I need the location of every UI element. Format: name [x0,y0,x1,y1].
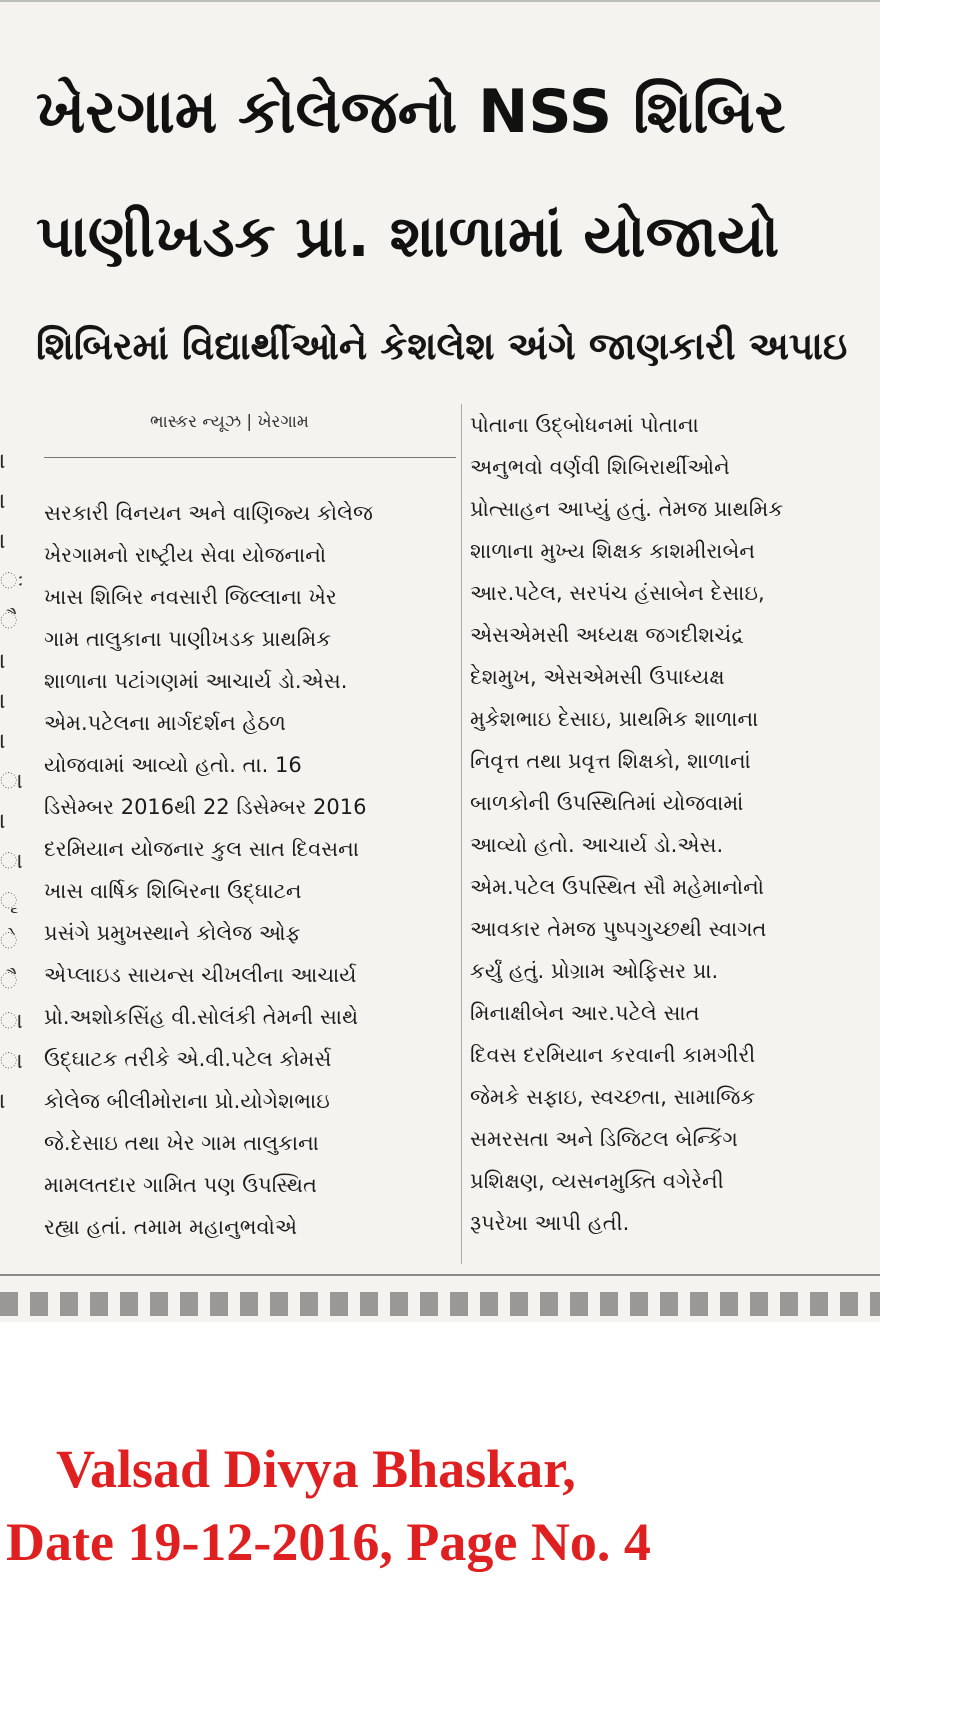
article-line: યોજવામાં આવ્યો હતો. તા. 16 [44,753,302,777]
article-line: બાળકોની ઉપસ્થિતિમાં યોજવામાં [470,791,744,815]
article-line: શાળાના મુખ્ય શિક્ષક કાશમીરાબેન [470,539,755,563]
article-line: પ્રો.અશોકસિંહ વી.સોલંકી તેમની સાથે [44,1005,359,1029]
article-line: અનુભવો વર્ણવી શિબિરાર્થીઓને [470,455,730,479]
source-publication: Valsad Divya Bhaskar, [56,1439,576,1499]
headline-line-1: ખેરગામ કોલેજનો NSS શિબિર [36,77,786,147]
article-line: પ્રોત્સાહન આપ્યું હતું. તેમજ પ્રાથમિક [470,497,784,521]
article-line: એમ.પટેલના માર્ગદર્શન હેઠળ [44,711,286,735]
article-line: ગામ તાલુકાના પાણીખડક પ્રાથમિક [44,627,332,651]
article-line: દેશમુખ, એસએમસી ઉપાધ્યક્ષ [470,665,725,689]
article-line: આર.પટેલ, સરપંચ હંસાબેન દેસાઇ, [470,581,765,605]
article-line: નિવૃત્ત તથા પ્રવૃત્ત શિક્ષકો, શાળાનાં [470,749,751,773]
article-line: એસએમસી અધ્યક્ષ જગદીશચંદ્ર [470,623,744,647]
article-line: જે.દેસાઇ તથા ખેર ગામ તાલુકાના [44,1131,319,1155]
article-line: સમરસતા અને ડિજિટલ બેન્કિંગ [470,1127,738,1151]
next-article-fragment [0,1292,880,1316]
article-line: મિનાક્ષીબેન આર.પટેલે સાત [470,1001,700,1025]
article-line: રૂપરેખા આપી હતી. [470,1211,630,1235]
article-line: ખાસ શિબિર નવસારી જિલ્લાના ખેર [44,585,337,609]
bottom-rule [0,1274,880,1276]
article-line: પ્રશિક્ષણ, વ્યસનમુક્તિ વગેરેની [470,1169,724,1193]
article-column-2 [470,404,870,1244]
article-line: શાળાના પટાંગણમાં આચાર્ય ડો.એસ. [44,669,348,693]
article-line: ઉદ્ઘાટક તરીકે એ.વી.પટેલ કોમર્સ [44,1047,332,1071]
headline-line-2: પાણીખડક પ્રા. શાળામાં યોજાયો [36,202,780,270]
column-divider [461,404,462,1264]
article-line: ખેરગામનો રાષ્ટ્રીય સેવા યોજનાનો [44,543,327,567]
article-line: ખાસ વાર્ષિક શિબિરના ઉદ્ઘાટન [44,879,302,903]
byline-divider [44,457,456,458]
byline: ભાસ્કર ન્યૂઝ | ખેરગામ [150,412,309,432]
article-line: એપ્લાઇડ સાયન્સ ચીખલીના આચાર્ય [44,963,357,987]
adjacent-column-fragment: । । । ઃ ૈ । । । ા । ા ૃ ે ૈ ા ા । [0,449,24,1114]
article-line: એમ.પટેલ ઉપસ્થિત સૌ મહેમાનોનો [470,875,765,899]
article-line: જેમકે સફાઇ, સ્વચ્છતા, સામાજિક [470,1085,756,1109]
source-date-page: Date 19-12-2016, Page No. 4 [6,1512,651,1572]
article-line: મામલતદાર ગામિત પણ ઉપસ્થિત [44,1173,317,1197]
article-line: આવ્યો હતો. આચાર્ય ડો.એસ. [470,833,724,857]
article-line: રહ્યા હતાં. તમામ મહાનુભવોએ [44,1215,298,1239]
article-line: દિવસ દરમિયાન કરવાની કામગીરી [470,1043,756,1067]
article-line: સરકારી વિનયન અને વાણિજ્ય કોલેજ [44,501,373,525]
article-line: દરમિયાન યોજનાર કુલ સાત દિવસના [44,837,359,861]
article-line: આવકાર તેમજ પુષ્પગુચ્છથી સ્વાગત [470,917,767,941]
article-line: મુકેશભાઇ દેસાઇ, પ્રાથમિક શાળાના [470,707,759,731]
article-column-1 [44,492,454,1248]
article-line: પ્રસંગે પ્રમુખસ્થાને કોલેજ ઓફ [44,921,301,945]
article-line: કોલેજ બીલીમોરાના પ્રો.યોગેશભાઇ [44,1089,330,1113]
article-line: ડિસેમ્બર 2016થી 22 ડિસેમ્બર 2016 [44,795,367,819]
article-line: કર્યું હતું. પ્રોગ્રામ ઓફિસર પ્રા. [470,959,719,983]
article-line: પોતાના ઉદ્બોધનમાં પોતાના [470,413,699,437]
subheadline: શિબિરમાં વિદ્યાર્થીઓને કેશલેશ અંગે જાણકારી અપાઇ [36,324,848,368]
